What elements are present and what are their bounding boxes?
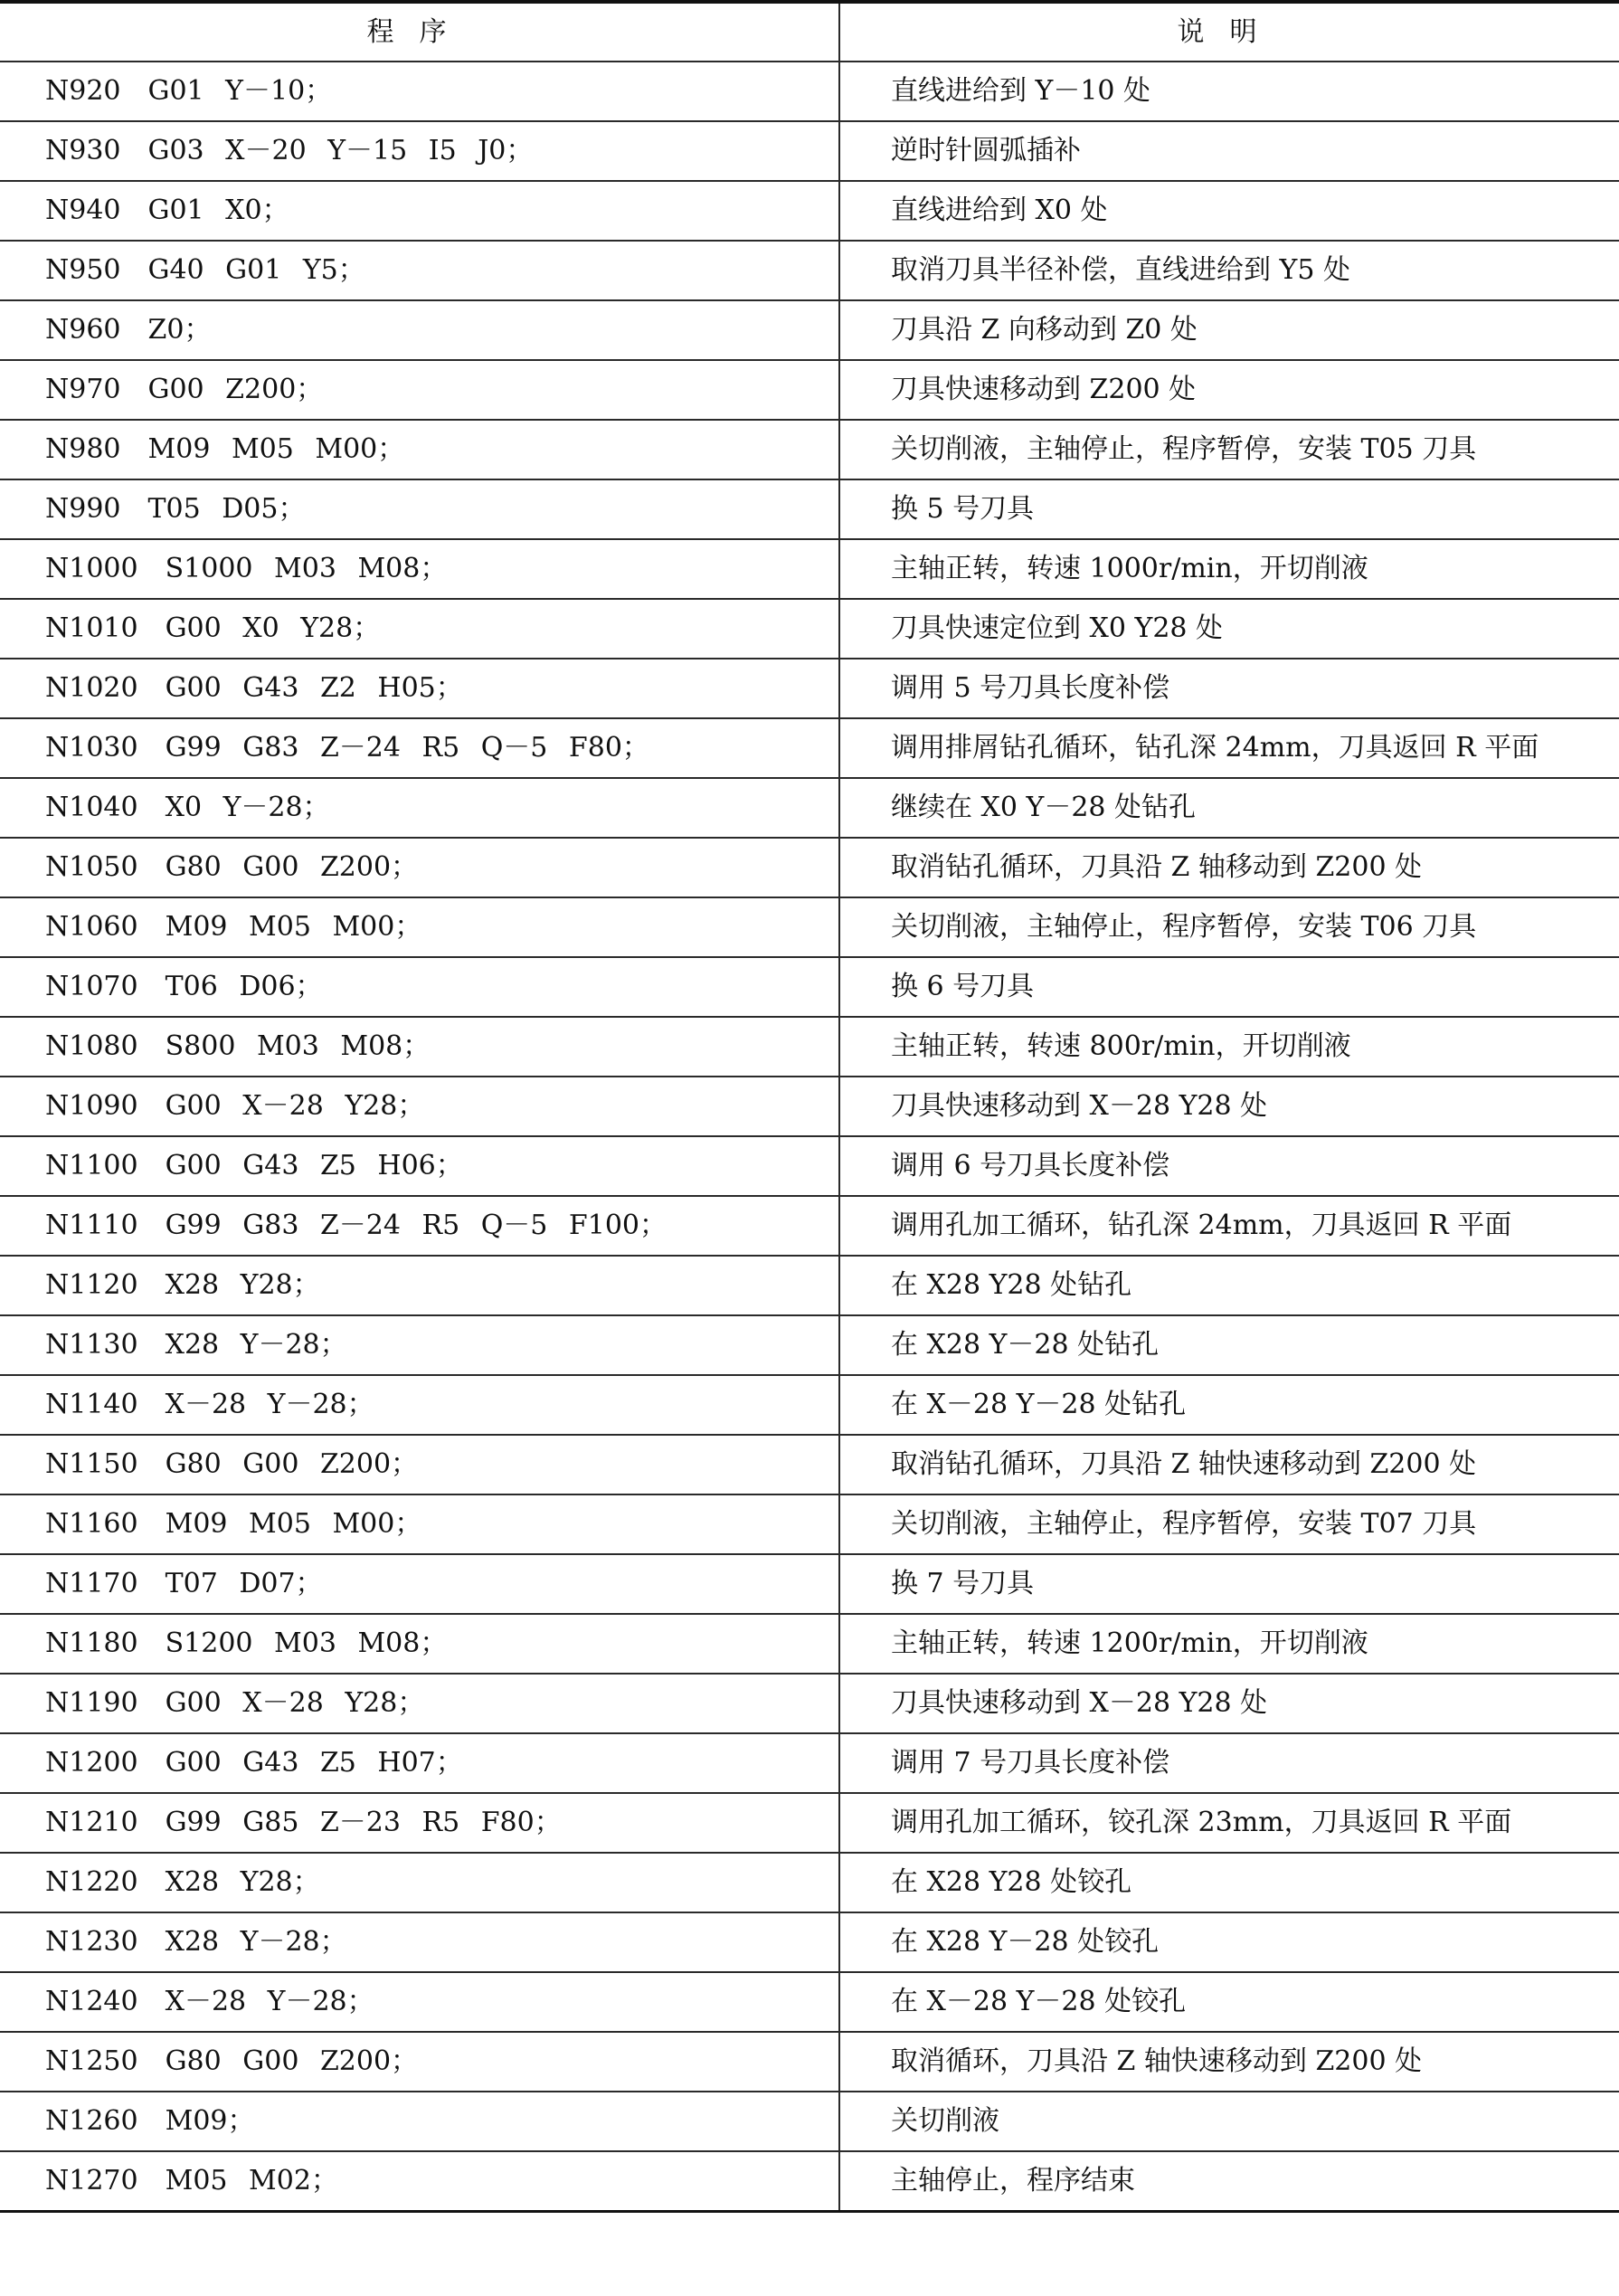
- table-row: [0, 1912, 1619, 1972]
- description-cell: 调用孔加工循环，钻孔深 24mm，刀具返回 R 平面: [839, 1196, 1619, 1256]
- program-code-cell: N1080 S800 M03 M08；: [0, 1017, 839, 1077]
- description-cell: 关切削液: [839, 2092, 1619, 2151]
- program-code-cell: N970 G00 Z200；: [0, 360, 839, 420]
- description-cell: 在 X28 Y28 处铰孔: [839, 1853, 1619, 1912]
- table-row: [0, 62, 1619, 121]
- table-row: [0, 838, 1619, 897]
- program-code-cell: N1010 G00 X0 Y28；: [0, 599, 839, 659]
- description-cell: 逆时针圆弧插补: [839, 121, 1619, 181]
- table-row: [0, 1554, 1619, 1614]
- program-code-cell: N1000 S1000 M03 M08；: [0, 539, 839, 599]
- table-row: [0, 1793, 1619, 1853]
- program-code-cell: N1260 M09；: [0, 2092, 839, 2151]
- description-cell: 换 6 号刀具: [839, 957, 1619, 1017]
- description-cell: 调用 5 号刀具长度补偿: [839, 659, 1619, 718]
- table-row: [0, 121, 1619, 181]
- description-cell: 取消钻孔循环，刀具沿 Z 轴快速移动到 Z200 处: [839, 1435, 1619, 1494]
- description-cell: 换 5 号刀具: [839, 479, 1619, 539]
- table-row: [0, 1614, 1619, 1674]
- table-row: [0, 2151, 1619, 2211]
- description-cell: 在 X28 Y－28 处铰孔: [839, 1912, 1619, 1972]
- description-cell: 调用排屑钻孔循环，钻孔深 24mm，刀具返回 R 平面: [839, 718, 1619, 778]
- description-cell: 取消循环，刀具沿 Z 轴快速移动到 Z200 处: [839, 2032, 1619, 2092]
- description-cell: 关切削液，主轴停止，程序暂停，安装 T07 刀具: [839, 1494, 1619, 1554]
- program-code-cell: N960 Z0；: [0, 300, 839, 360]
- table-row: [0, 957, 1619, 1017]
- description-cell: 直线进给到 X0 处: [839, 181, 1619, 241]
- description-cell: 在 X－28 Y－28 处钻孔: [839, 1375, 1619, 1435]
- program-code-cell: N1040 X0 Y－28；: [0, 778, 839, 838]
- program-code-cell: N1130 X28 Y－28；: [0, 1315, 839, 1375]
- table-row: [0, 1733, 1619, 1793]
- description-cell: 调用孔加工循环，铰孔深 23mm，刀具返回 R 平面: [839, 1793, 1619, 1853]
- description-cell: 主轴正转，转速 1200r/min，开切削液: [839, 1614, 1619, 1674]
- description-cell: 继续在 X0 Y－28 处钻孔: [839, 778, 1619, 838]
- description-cell: 关切削液，主轴停止，程序暂停，安装 T05 刀具: [839, 420, 1619, 479]
- program-code-cell: N990 T05 D05；: [0, 479, 839, 539]
- table-row: [0, 2092, 1619, 2151]
- program-code-cell: N920 G01 Y－10；: [0, 62, 839, 121]
- program-code-cell: N1020 G00 G43 Z2 H05；: [0, 659, 839, 718]
- header-program: 程序: [0, 2, 839, 62]
- description-cell: 主轴正转，转速 800r/min，开切削液: [839, 1017, 1619, 1077]
- table-header: [0, 2, 1619, 62]
- program-code-cell: N1150 G80 G00 Z200；: [0, 1435, 839, 1494]
- description-cell: 刀具快速移动到 X－28 Y28 处: [839, 1077, 1619, 1136]
- table-row: [0, 1196, 1619, 1256]
- table-row: [0, 1494, 1619, 1554]
- description-cell: 在 X－28 Y－28 处铰孔: [839, 1972, 1619, 2032]
- table-row: [0, 300, 1619, 360]
- description-cell: 取消钻孔循环，刀具沿 Z 轴移动到 Z200 处: [839, 838, 1619, 897]
- program-code-cell: N980 M09 M05 M00；: [0, 420, 839, 479]
- program-code-cell: N1190 G00 X－28 Y28；: [0, 1674, 839, 1733]
- program-code-cell: N1200 G00 G43 Z5 H07；: [0, 1733, 839, 1793]
- description-cell: 刀具快速定位到 X0 Y28 处: [839, 599, 1619, 659]
- table-row: [0, 1674, 1619, 1733]
- description-cell: 关切削液，主轴停止，程序暂停，安装 T06 刀具: [839, 897, 1619, 957]
- program-code-cell: N940 G01 X0；: [0, 181, 839, 241]
- program-code-cell: N1170 T07 D07；: [0, 1554, 839, 1614]
- program-code-cell: N1070 T06 D06；: [0, 957, 839, 1017]
- program-code-cell: N1230 X28 Y－28；: [0, 1912, 839, 1972]
- description-cell: 直线进给到 Y－10 处: [839, 62, 1619, 121]
- description-cell: 主轴停止，程序结束: [839, 2151, 1619, 2211]
- table-row: [0, 2032, 1619, 2092]
- table-row: [0, 181, 1619, 241]
- table-row: [0, 1077, 1619, 1136]
- program-code-cell: N930 G03 X－20 Y－15 I5 J0；: [0, 121, 839, 181]
- program-code-cell: N1210 G99 G85 Z－23 R5 F80；: [0, 1793, 839, 1853]
- table-row: [0, 778, 1619, 838]
- program-code-cell: N1030 G99 G83 Z－24 R5 Q－5 F80；: [0, 718, 839, 778]
- program-code-cell: N1060 M09 M05 M00；: [0, 897, 839, 957]
- description-cell: 调用 6 号刀具长度补偿: [839, 1136, 1619, 1196]
- table-row: [0, 1972, 1619, 2032]
- description-cell: 换 7 号刀具: [839, 1554, 1619, 1614]
- program-code-cell: N1220 X28 Y28；: [0, 1853, 839, 1912]
- header-description: 说明: [839, 2, 1619, 62]
- program-code-cell: N1160 M09 M05 M00；: [0, 1494, 839, 1554]
- description-cell: 取消刀具半径补偿，直线进给到 Y5 处: [839, 241, 1619, 300]
- table-row: [0, 1256, 1619, 1315]
- table-row: [0, 1853, 1619, 1912]
- table-row: [0, 1375, 1619, 1435]
- table-row: [0, 539, 1619, 599]
- program-code-cell: N950 G40 G01 Y5；: [0, 241, 839, 300]
- table-row: [0, 241, 1619, 300]
- table-row: [0, 1136, 1619, 1196]
- table-row: [0, 1017, 1619, 1077]
- program-code-cell: N1050 G80 G00 Z200；: [0, 838, 839, 897]
- table-body: [0, 62, 1619, 2211]
- program-code-cell: N1270 M05 M02；: [0, 2151, 839, 2211]
- description-cell: 刀具快速移动到 Z200 处: [839, 360, 1619, 420]
- description-cell: 刀具快速移动到 X－28 Y28 处: [839, 1674, 1619, 1733]
- table-row: [0, 360, 1619, 420]
- program-code-cell: N1090 G00 X－28 Y28；: [0, 1077, 839, 1136]
- program-code-cell: N1180 S1200 M03 M08；: [0, 1614, 839, 1674]
- description-cell: 主轴正转，转速 1000r/min，开切削液: [839, 539, 1619, 599]
- header-row: [0, 2, 1619, 62]
- table-row: [0, 897, 1619, 957]
- program-code-cell: N1140 X－28 Y－28；: [0, 1375, 839, 1435]
- table-row: [0, 1435, 1619, 1494]
- table-row: [0, 659, 1619, 718]
- description-cell: 在 X28 Y28 处钻孔: [839, 1256, 1619, 1315]
- description-cell: 刀具沿 Z 向移动到 Z0 处: [839, 300, 1619, 360]
- program-code-cell: N1110 G99 G83 Z－24 R5 Q－5 F100；: [0, 1196, 839, 1256]
- table-row: [0, 1315, 1619, 1375]
- description-cell: 调用 7 号刀具长度补偿: [839, 1733, 1619, 1793]
- table-row: [0, 718, 1619, 778]
- program-code-cell: N1240 X－28 Y－28；: [0, 1972, 839, 2032]
- program-code-cell: N1100 G00 G43 Z5 H06；: [0, 1136, 839, 1196]
- table-row: [0, 479, 1619, 539]
- table-row: [0, 420, 1619, 479]
- program-code-cell: N1250 G80 G00 Z200；: [0, 2032, 839, 2092]
- table-row: [0, 599, 1619, 659]
- program-code-cell: N1120 X28 Y28；: [0, 1256, 839, 1315]
- description-cell: 在 X28 Y－28 处钻孔: [839, 1315, 1619, 1375]
